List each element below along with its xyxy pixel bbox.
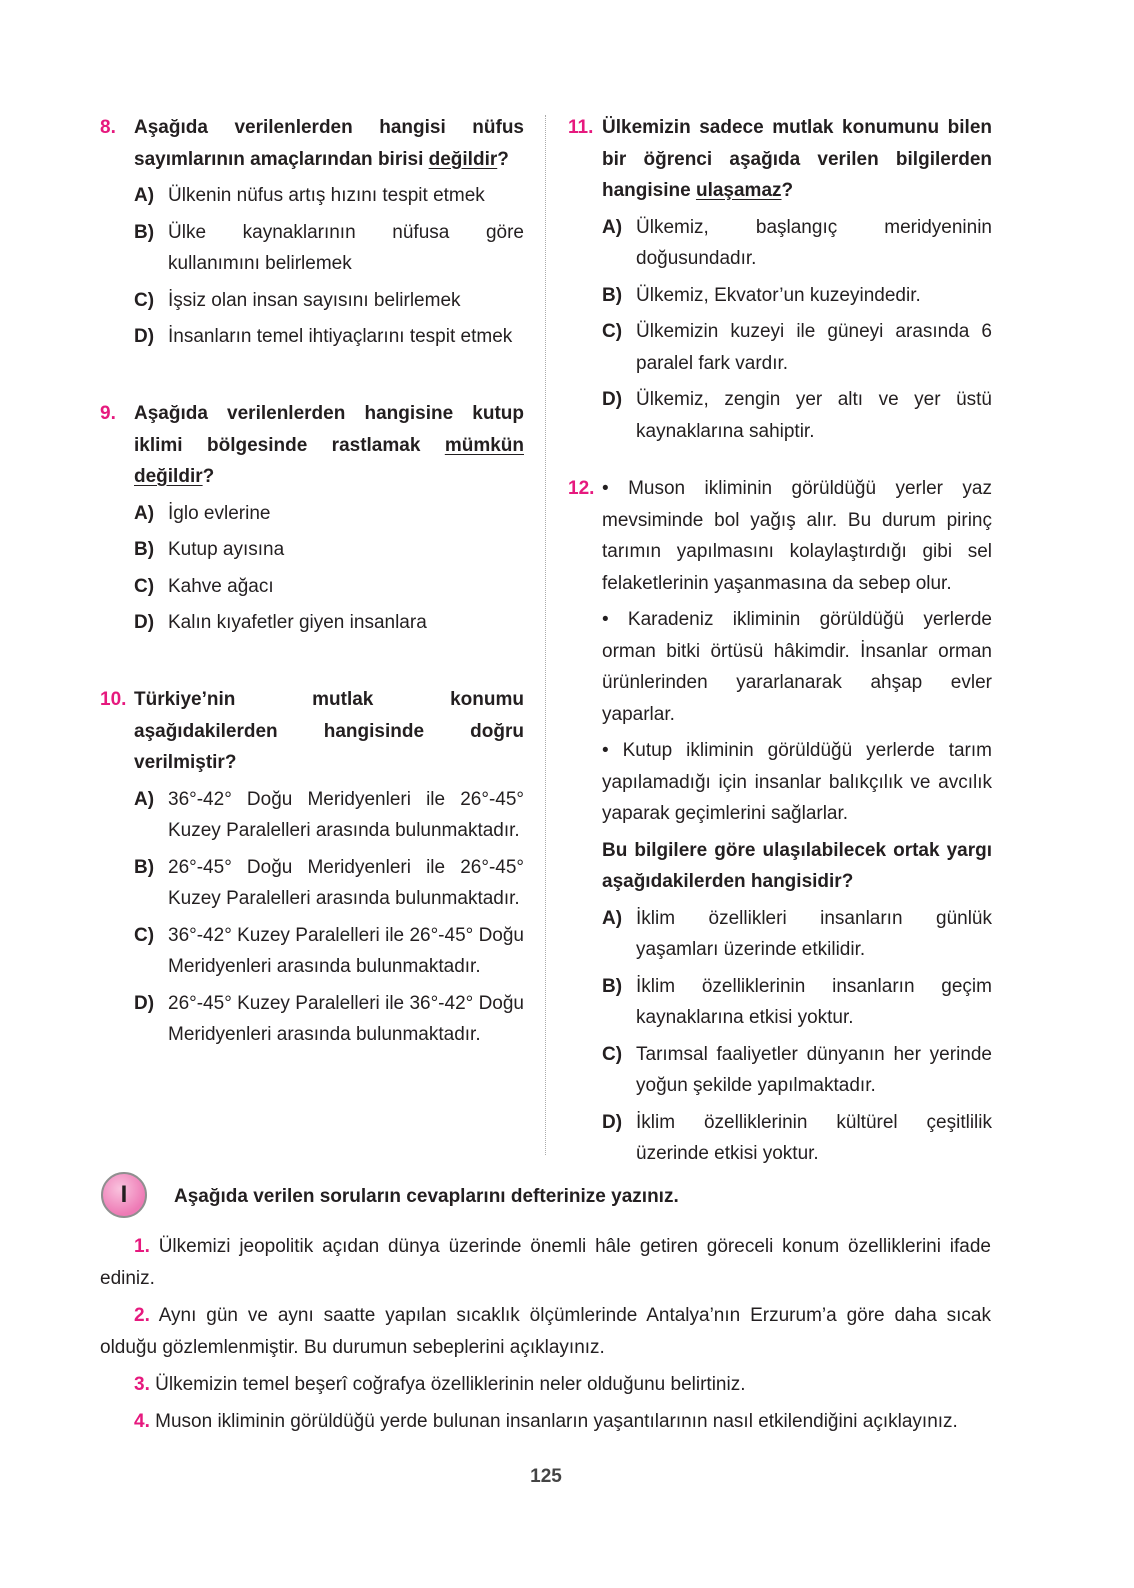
item-text: Ülkemizi jeopolitik açıdan dünya üzerinde önemli hâle getiren göreceli konum özelliklerini ifade ediniz. — [100, 1236, 991, 1289]
stem-text: Aşağıda verilenlerden hangisi nüfus sayımlarının amaçlarından birisi — [134, 117, 524, 170]
option-label: D) — [602, 389, 623, 410]
option-text: 26°-45° Doğu Meridyenleri ile 26°-45° Kuzey Paralelleri arasında bulunmaktadır. — [168, 856, 524, 909]
option-label: B) — [134, 856, 155, 878]
option-text: İklim özelliklerinin kültürel çeşitlilik üzerinde etkisi yoktur. — [636, 1111, 992, 1164]
option-text: Ülkemizin kuzeyi ile güneyi arasında 6 paralel fark vardır. — [636, 321, 992, 374]
answer-option — [568, 1107, 992, 1170]
answer-option — [100, 988, 524, 1051]
option-text: Kalın kıyafetler giyen insanlara — [168, 612, 427, 633]
question-stem — [568, 112, 992, 207]
question-12 — [568, 473, 992, 1170]
answer-option — [568, 384, 992, 447]
option-text: 36°-42° Kuzey Paralelleri ile 26°-45° Doğu Meridyenleri arasında bulunmaktadır. — [168, 924, 524, 977]
question-10 — [100, 684, 524, 1051]
option-label: A) — [602, 907, 623, 929]
answer-option — [568, 280, 992, 312]
option-label: C) — [134, 924, 155, 946]
answer-option — [100, 217, 524, 280]
question-number: 11. — [568, 117, 594, 138]
option-label: D) — [134, 992, 155, 1014]
option-label: A) — [134, 502, 155, 524]
question-stem — [100, 684, 524, 779]
item-text: Ülkemizin temel beşerî coğrafya özelliklerinin neler olduğunu belirtiniz. — [155, 1374, 746, 1395]
option-text: İşsiz olan insan sayısını belirlemek — [168, 289, 461, 311]
option-label: A) — [602, 216, 623, 238]
section-badge-icon: I — [101, 1172, 147, 1218]
paragraph: • Karadeniz ikliminin görüldüğü yerlerde orman bitki örtüsü hâkimdir. İnsanlar orman ürünlerinden yararlanarak ahşap evler yaparlar. — [602, 609, 992, 725]
question-number: 9. — [100, 403, 116, 424]
option-text: İklim özelliklerinin insanların geçim kaynaklarına etkisi yoktur. — [636, 975, 992, 1028]
answer-option — [100, 784, 524, 847]
paragraph: • Muson ikliminin görüldüğü yerler yaz mevsiminde bol yağış alır. Bu durum pirinç tarımın yapılmasını kolaylaştırdığı gibi sel felaketlerinin yaşanmasına da sebep olur. — [602, 478, 992, 594]
option-text: 26°-45° Kuzey Paralelleri ile 36°-42° Doğu Meridyenleri arasında bulunmaktadır. — [168, 992, 524, 1045]
answer-option — [100, 534, 524, 566]
answer-option — [568, 212, 992, 275]
answer-option — [100, 920, 524, 983]
option-text: Ülkemiz, zengin yer altı ve yer üstü kaynaklarına sahiptir. — [636, 389, 992, 442]
question-number: 8. — [100, 117, 116, 138]
stem-emphasis: mümkün değildir — [134, 434, 524, 487]
option-text: Kutup ayısına — [168, 539, 285, 560]
paragraph: • Kutup ikliminin görüldüğü yerlerde tarım yapılamadığı için insanlar balıkçılık ve avcılık yaparak geçimlerini sağlarlar. — [602, 740, 992, 824]
option-label: B) — [602, 975, 623, 997]
open-question-3 — [100, 1369, 991, 1401]
option-text: 36°-42° Doğu Meridyenleri ile 26°-45° Kuzey Paralelleri arasında bulunmaktadır. — [168, 788, 524, 841]
question-stem — [100, 112, 524, 175]
option-label: A) — [134, 185, 155, 206]
option-label: B) — [602, 284, 623, 306]
option-label: C) — [602, 1043, 623, 1065]
answer-option — [100, 180, 524, 212]
question-number: 12. — [568, 478, 595, 499]
item-text: Muson ikliminin görüldüğü yerde bulunan insanların yaşantılarının nasıl etkilendiğini açıklayınız. — [155, 1411, 958, 1432]
answer-option — [100, 852, 524, 915]
question-prompt: Bu bilgilere göre ulaşılabilecek ortak yargı aşağıdakilerden hangisidir? — [602, 839, 992, 892]
option-label: B) — [134, 221, 155, 243]
answer-option — [100, 607, 524, 639]
stem-end: ? — [781, 180, 794, 201]
item-number: 3. — [134, 1374, 150, 1395]
section-title: Aşağıda verilen soruların cevaplarını defterinize yazınız. — [174, 1186, 679, 1207]
option-label: D) — [134, 326, 155, 347]
option-text: Ülkemiz, başlangıç meridyeninin doğusundadır. — [636, 216, 992, 269]
answer-option — [100, 571, 524, 603]
stem-text: Aşağıda verilenlerden hangisine kutup iklimi bölgesinde rastlamak — [134, 403, 524, 456]
column-divider — [545, 115, 546, 1155]
stem-emphasis: ulaşamaz — [695, 180, 782, 201]
answer-option — [568, 1039, 992, 1102]
page-number: 125 — [530, 1466, 562, 1487]
option-text: Ülkemiz, Ekvator’un kuzeyindedir. — [636, 284, 921, 306]
answer-option — [100, 285, 524, 317]
option-label: A) — [134, 788, 155, 810]
item-text: Aynı gün ve aynı saatte yapılan sıcaklık ölçümlerinde Antalya’nın Erzurum’a göre daha sıcak olduğu gözlemlenmiştir. Bu durumun sebeplerini açıklayınız. — [100, 1305, 991, 1358]
option-text: Ülkenin nüfus artış hızını tespit etmek — [168, 185, 485, 206]
option-label: D) — [134, 612, 155, 633]
item-number: 2. — [134, 1305, 150, 1326]
open-question-1 — [100, 1231, 991, 1294]
stem-end: ? — [497, 148, 509, 170]
option-text: Tarımsal faaliyetler dünyanın her yerinde yoğun şekilde yapılmaktadır. — [636, 1043, 992, 1096]
option-label: C) — [134, 289, 155, 311]
question-number: 10. — [100, 689, 127, 710]
stem-text: Ülkemizin sadece mutlak konumunu bilen bir öğrenci aşağıda verilen bilgilerden hangisine — [602, 117, 992, 201]
item-number: 1. — [134, 1236, 150, 1257]
answer-option — [568, 903, 992, 966]
question-8 — [100, 112, 524, 353]
option-text: Kahve ağacı — [168, 575, 274, 597]
option-text: İklim özellikleri insanların günlük yaşamları üzerinde etkilidir. — [636, 907, 992, 960]
stem-end: ? — [202, 466, 215, 487]
option-label: D) — [602, 1111, 623, 1133]
answer-option — [100, 498, 524, 530]
option-label: C) — [134, 575, 155, 597]
question-9 — [100, 398, 524, 639]
option-text: İglo evlerine — [168, 502, 271, 524]
answer-option — [568, 316, 992, 379]
stem-text: Türkiye’nin mutlak konumu aşağıdakilerden hangisinde doğru verilmiştir? — [134, 689, 524, 773]
option-label: C) — [602, 321, 623, 342]
option-label: B) — [134, 539, 155, 560]
stem-emphasis: değildir — [428, 148, 498, 170]
open-question-2 — [100, 1300, 991, 1363]
option-text: İnsanların temel ihtiyaçlarını tespit etmek — [168, 326, 513, 347]
question-stem — [100, 398, 524, 493]
option-text: Ülke kaynaklarının nüfusa göre kullanımını belirlemek — [168, 221, 524, 274]
answer-option — [100, 321, 524, 353]
answer-option — [568, 971, 992, 1034]
open-question-4 — [100, 1406, 991, 1438]
question-11 — [568, 112, 992, 447]
item-number: 4. — [134, 1411, 150, 1432]
